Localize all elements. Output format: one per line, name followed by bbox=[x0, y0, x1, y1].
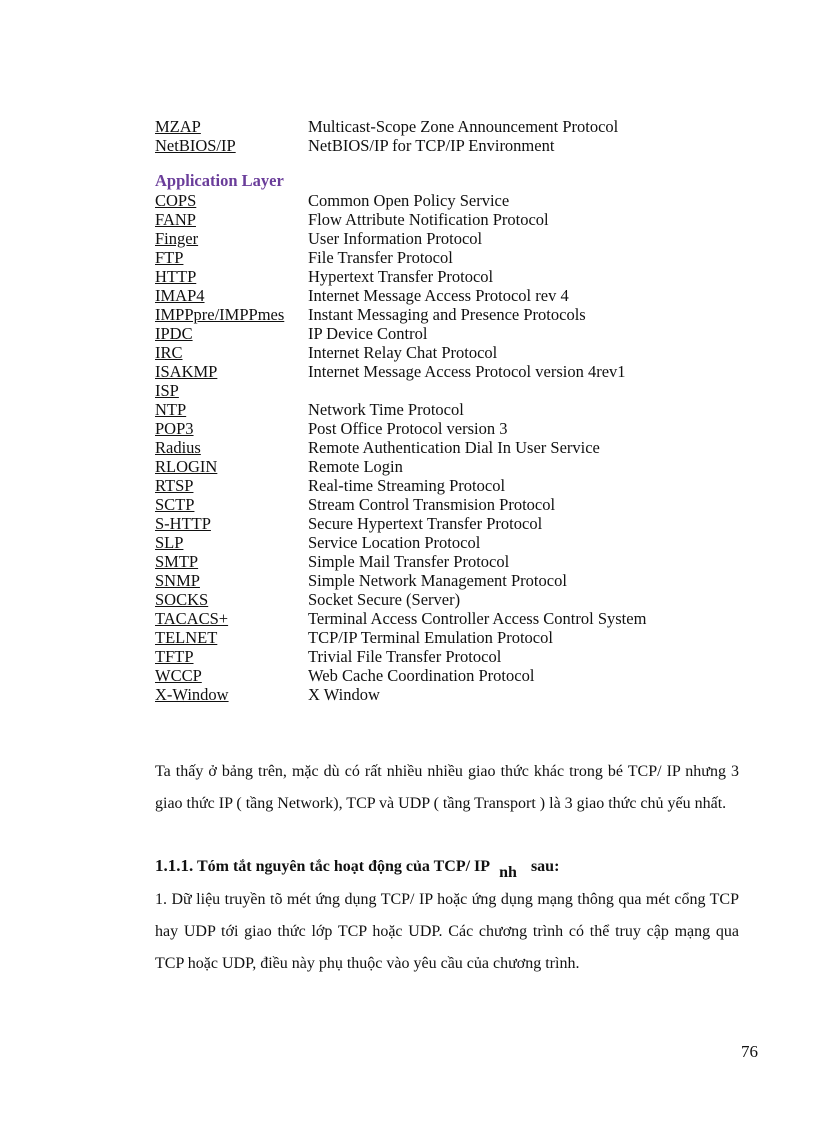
protocol-abbreviation[interactable]: FANP bbox=[155, 210, 196, 229]
protocol-abbreviation[interactable]: POP3 bbox=[155, 419, 194, 438]
protocol-row bbox=[155, 609, 655, 628]
protocol-description: Trivial File Transfer Protocol bbox=[308, 647, 502, 666]
section-heading bbox=[155, 856, 559, 882]
heading-tail: sau: bbox=[530, 858, 560, 875]
protocol-description: Remote Authentication Dial In User Service bbox=[308, 438, 600, 457]
page-number: 76 bbox=[741, 1042, 758, 1061]
protocol-row bbox=[155, 400, 655, 419]
protocol-abbreviation[interactable]: HTTP bbox=[155, 267, 197, 286]
protocol-description: Multicast-Scope Zone Announcement Protocol bbox=[308, 117, 619, 136]
protocol-row bbox=[155, 514, 655, 533]
protocol-abbreviation[interactable]: TFTP bbox=[155, 647, 194, 666]
protocol-description: TCP/IP Terminal Emulation Protocol bbox=[308, 628, 553, 647]
protocol-abbreviation[interactable]: IRC bbox=[155, 343, 183, 362]
protocol-description: File Transfer Protocol bbox=[308, 248, 453, 267]
step1-paragraph: 1. Dữ liệu truyền tõ mét ứng dụng TCP/ IP hoặc ứng dụng mạng thông qua mét cổng TCP hay UDP tới giao thức lớp TCP hoặc UDP. Các chương trình có thể truy cập mạng qua TCP hoặc UDP, điều này phụ thuộc vào yêu cầu của chương trình. bbox=[155, 891, 739, 972]
summary-paragraph: Ta thấy ở bảng trên, mặc dù có rất nhiều nhiều giao thức khác trong bé TCP/ IP nhưng 3 giao thức IP ( tầng Network), TCP và UDP ( tầng Transport ) là 3 giao thức chủ yếu nhất. bbox=[155, 763, 739, 812]
protocol-row bbox=[155, 324, 655, 343]
protocol-abbreviation[interactable]: IMPPpre/IMPPmes bbox=[155, 305, 285, 324]
protocol-row bbox=[155, 666, 655, 685]
protocol-description: Post Office Protocol version 3 bbox=[308, 419, 508, 438]
protocol-description: Common Open Policy Service bbox=[308, 191, 510, 210]
protocol-table bbox=[155, 117, 655, 704]
protocol-abbreviation[interactable]: SNMP bbox=[155, 571, 200, 590]
protocol-abbreviation[interactable]: SMTP bbox=[155, 552, 199, 571]
protocol-row bbox=[155, 267, 655, 286]
protocol-row bbox=[155, 362, 655, 381]
protocol-row bbox=[155, 457, 655, 476]
protocol-description: Hypertext Transfer Protocol bbox=[308, 267, 494, 286]
protocol-description: IP Device Control bbox=[308, 324, 428, 343]
protocol-abbreviation[interactable]: Radius bbox=[155, 438, 201, 457]
protocol-abbreviation[interactable]: COPS bbox=[155, 191, 197, 210]
application-layer-heading: Application Layer bbox=[155, 171, 284, 190]
protocol-description: Stream Control Transmision Protocol bbox=[308, 495, 556, 514]
protocol-description: X Window bbox=[308, 685, 380, 704]
protocol-row bbox=[155, 438, 655, 457]
protocol-description: Socket Secure (Server) bbox=[308, 590, 461, 609]
protocol-abbreviation[interactable]: IPDC bbox=[155, 324, 193, 343]
protocol-row bbox=[155, 117, 655, 136]
protocol-row bbox=[155, 191, 655, 210]
protocol-abbreviation[interactable]: Finger bbox=[155, 229, 199, 248]
protocol-description: Internet Message Access Protocol version 4rev1 bbox=[308, 362, 626, 381]
protocol-row bbox=[155, 571, 655, 590]
protocol-row bbox=[155, 590, 655, 609]
protocol-abbreviation[interactable]: NetBIOS/IP bbox=[155, 136, 236, 155]
protocol-abbreviation[interactable]: RTSP bbox=[155, 476, 194, 495]
protocol-row bbox=[155, 381, 655, 400]
section-gap bbox=[155, 155, 655, 171]
protocol-description: Internet Message Access Protocol rev 4 bbox=[308, 286, 569, 305]
protocol-description: User Information Protocol bbox=[308, 229, 483, 248]
protocol-abbreviation[interactable]: ISP bbox=[155, 381, 179, 400]
protocol-abbreviation[interactable]: FTP bbox=[155, 248, 184, 267]
heading-number: 1.1.1. bbox=[155, 856, 194, 875]
protocol-description: Service Location Protocol bbox=[308, 533, 481, 552]
protocol-row bbox=[155, 210, 655, 229]
protocol-abbreviation[interactable]: TACACS+ bbox=[155, 609, 229, 628]
protocol-abbreviation[interactable]: SOCKS bbox=[155, 590, 209, 609]
protocol-abbreviation[interactable]: TELNET bbox=[155, 628, 218, 647]
protocol-description: Terminal Access Controller Access Control System bbox=[308, 609, 647, 628]
protocol-row bbox=[155, 647, 655, 666]
protocol-row bbox=[155, 286, 655, 305]
protocol-row bbox=[155, 552, 655, 571]
protocol-description: NetBIOS/IP for TCP/IP Environment bbox=[308, 136, 555, 155]
heading-text: Tóm tắt nguyên tắc hoạt động của TCP/ IP bbox=[196, 858, 490, 875]
protocol-abbreviation[interactable]: RLOGIN bbox=[155, 457, 218, 476]
protocol-row bbox=[155, 685, 655, 704]
protocol-row bbox=[155, 495, 655, 514]
protocol-abbreviation[interactable]: MZAP bbox=[155, 117, 201, 136]
protocol-row bbox=[155, 305, 655, 324]
protocol-row bbox=[155, 248, 655, 267]
protocol-description: Network Time Protocol bbox=[308, 400, 464, 419]
protocol-abbreviation[interactable]: WCCP bbox=[155, 666, 202, 685]
protocol-row bbox=[155, 419, 655, 438]
protocol-row bbox=[155, 476, 655, 495]
protocol-abbreviation[interactable]: SCTP bbox=[155, 495, 195, 514]
protocol-description: Internet Relay Chat Protocol bbox=[308, 343, 498, 362]
protocol-description: Flow Attribute Notification Protocol bbox=[308, 210, 549, 229]
protocol-description: Real-time Streaming Protocol bbox=[308, 476, 506, 495]
protocol-row bbox=[155, 229, 655, 248]
heading-subscript: nh bbox=[499, 864, 517, 881]
protocol-row bbox=[155, 343, 655, 362]
application-protocol-list bbox=[155, 191, 655, 704]
protocol-description: Secure Hypertext Transfer Protocol bbox=[308, 514, 543, 533]
protocol-description: Remote Login bbox=[308, 457, 403, 476]
protocol-abbreviation[interactable]: ISAKMP bbox=[155, 362, 218, 381]
protocol-description: Simple Network Management Protocol bbox=[308, 571, 567, 590]
protocol-abbreviation[interactable]: S-HTTP bbox=[155, 514, 211, 533]
protocol-abbreviation[interactable]: IMAP4 bbox=[155, 286, 205, 305]
network-protocol-list bbox=[155, 117, 655, 155]
protocol-row bbox=[155, 533, 655, 552]
protocol-description: Simple Mail Transfer Protocol bbox=[308, 552, 510, 571]
protocol-description: Instant Messaging and Presence Protocols bbox=[308, 305, 586, 324]
protocol-row bbox=[155, 628, 655, 647]
protocol-description: Web Cache Coordination Protocol bbox=[308, 666, 535, 685]
protocol-row bbox=[155, 136, 655, 155]
protocol-abbreviation[interactable]: SLP bbox=[155, 533, 184, 552]
protocol-abbreviation[interactable]: NTP bbox=[155, 400, 187, 419]
protocol-abbreviation[interactable]: X-Window bbox=[155, 685, 229, 704]
